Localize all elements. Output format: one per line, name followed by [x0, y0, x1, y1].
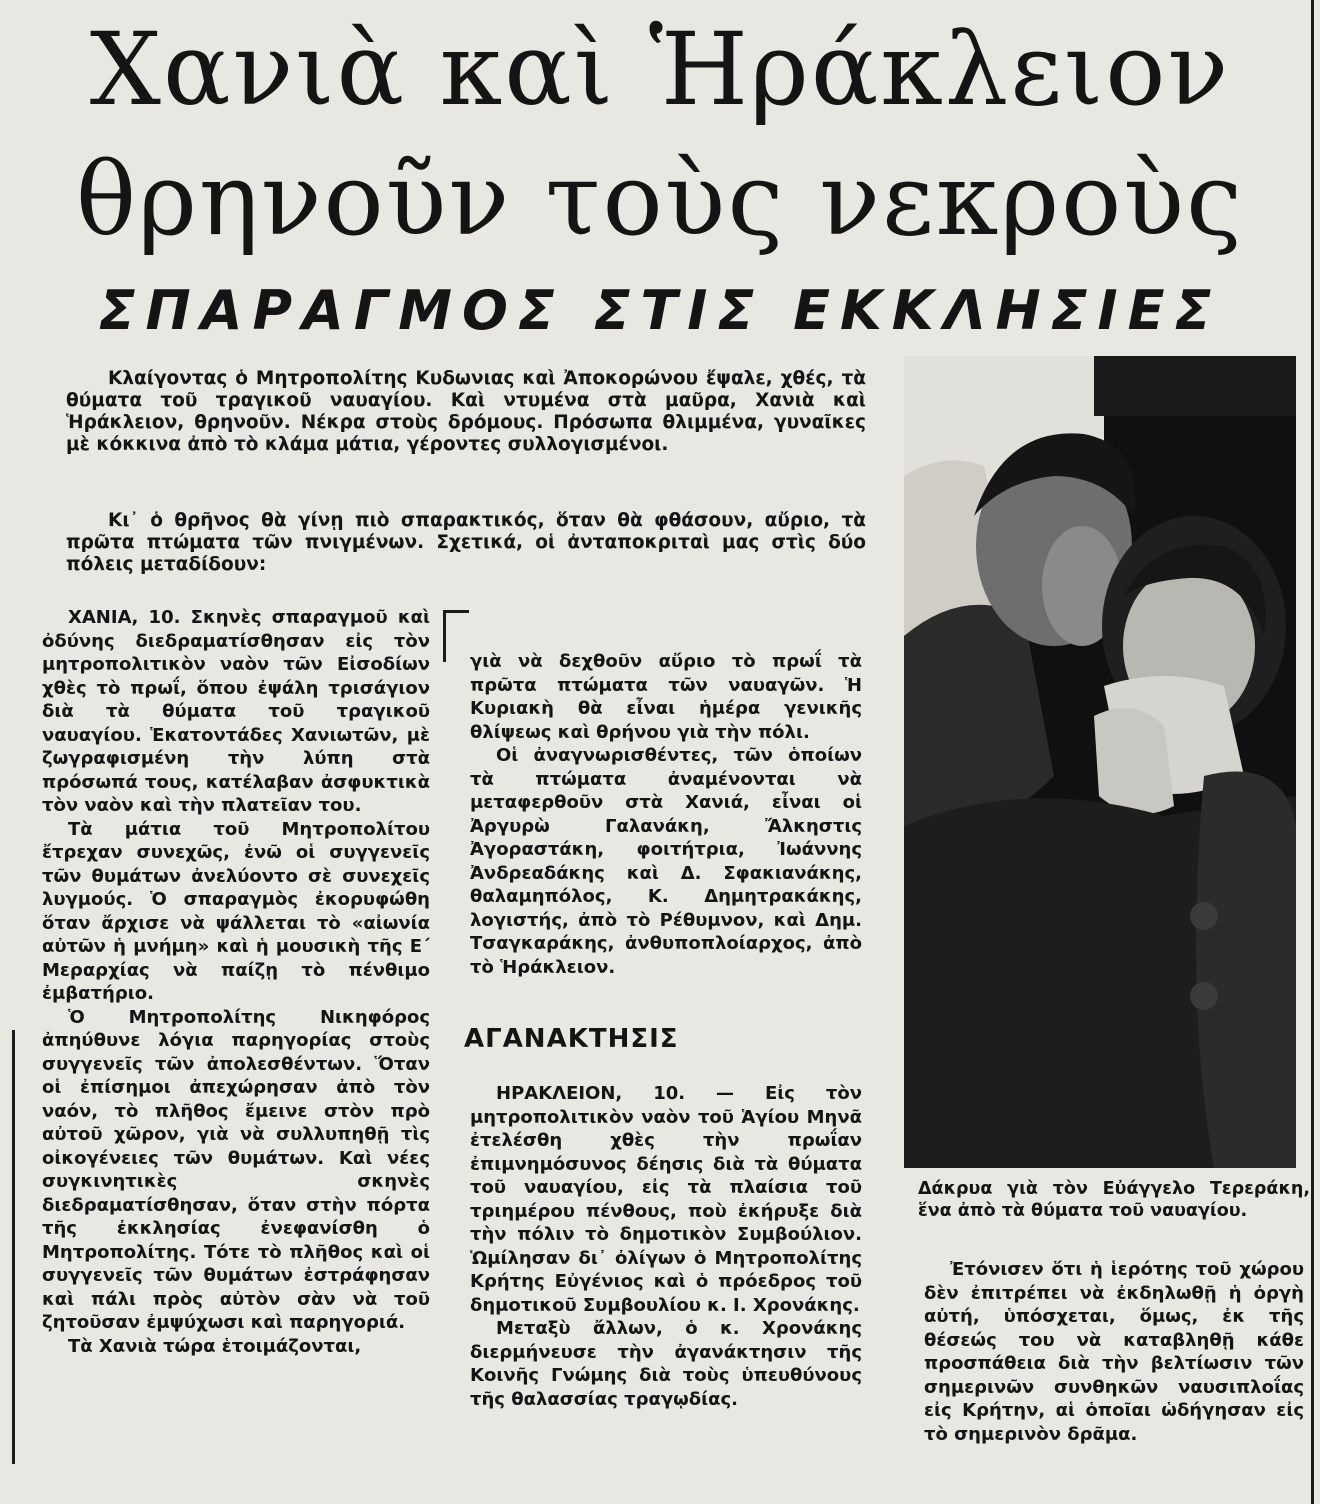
column-2-paragraph: γιὰ νὰ δεχθοῦν αὔριο τὸ πρωΐ τὰ πρῶτα πτώματα τῶν ναυαγῶν. Ἡ Κυριακὴ θὰ εἶναι ἡμέρα γενικῆς θλίψεως καὶ θρήνου γιὰ τὴν πόλι.: [470, 651, 862, 743]
column-rule-right: [1311, 0, 1314, 1504]
section-title: ΑΓΑΝΑΚΤΗΣΙΣ: [464, 1024, 679, 1054]
headline-line-2: θρηνοῦν τοὺς νεκροὺς: [75, 141, 1245, 258]
column-3-paragraph: Ἐτόνισεν ὅτι ἡ ἱερότης τοῦ χώρου δὲν ἐπιτρέπει νὰ ἐκδηλωθῇ ἡ ὀργὴ αὐτή, ὑπόσχεται, ὅμως, ἐκ τῆς θέσεώς του νὰ καταβληθῇ κάθε προσπάθεια διὰ τὴν βελτίωσιν τῶν σημερινῶν συνθηκῶν ναυσιπλοΐας εἰς Κρήτην, αἱ ὁποῖαι ὡδήγησαν εἰς τὸ σημερινὸν δρᾶμα.: [924, 1259, 1304, 1445]
article-column-2-bottom: [470, 1082, 862, 1411]
article-column-2-top: [470, 650, 862, 979]
column-2-paragraph: Μεταξὺ ἄλλων, ὁ κ. Χρονάκης διερμήνευσε τὴν ἀγανάκτησιν τῆς Κοινῆς Γνώμης διὰ τοὺς ὑπευθύνους τῆς θαλασσίας τραγῳδίας.: [470, 1318, 862, 1410]
subheadline: ΣΠΑΡΑΓΜΟΣ ΣΤΙΣ ΕΚΚΛΗΣΙΕΣ: [98, 279, 1222, 342]
article-column-3: [924, 1258, 1304, 1446]
column-1-paragraph: Τὰ Χανιὰ τώρα ἑτοιμάζονται,: [68, 1335, 362, 1357]
column-1-paragraph: Τὰ μάτια τοῦ Μητροπολίτου ἔτρεχαν συνεχῶς, ἐνῶ οἱ συγγενεῖς τῶν θυμάτων ἀνελύοντο σὲ συνεχεῖς λυγμούς. Ὁ σπαραγμὸς ἐκορυφώθη ὅταν ἄρχισε νὰ ψάλλεται τὸ «αἰωνία αὐτῶν ἡ μνήμη» καὶ ἡ μουσικὴ τῆς Ε΄ Μεραρχίας νὰ παίζῃ τὸ πένθιμο ἐμβατήριο.: [42, 818, 430, 1004]
column-rule-left: [12, 1030, 15, 1464]
corner-rule-vertical: [443, 610, 446, 662]
lead-paragraph-1: Κλαίγοντας ὁ Μητροπολίτης Κυδωνιας καὶ Ἀποκορώνου ἔψαλε, χθές, τὰ θύματα τοῦ τραγικοῦ ναυαγίου. Καὶ ντυμένα στὰ μαῦρα, Χανιὰ καὶ Ἡράκλειον, θρηνοῦν. Νέκρα στοὺς δρόμους. Πρόσωπα θλιμμένα, γυναῖκες μὲ κόκκινα ἀπὸ τὸ κλάμα μάτια, γέροντες συλλογισμένοι.: [66, 368, 866, 455]
column-1-paragraph: ΧΑΝΙΑ, 10. Σκηνὲς σπαραγμοῦ καὶ ὀδύνης διεδραματίσθησαν εἰς τὸν μητροπολιτικὸν ναὸν τῶν Εἰσοδίων χθὲς τὸ πρωΐ, ὅπου ἐψάλη τρισάγιον διὰ τὰ θύματα τοῦ τραγικοῦ ναυαγίου. Ἑκατοντάδες Χανιωτῶν, μὲ ζωγραφισμένη τὴν λύπη στὰ πρόσωπά τους, κατέλαβαν ἀσφυκτικὰ τὸν ναὸν καὶ τὴν πλατεῖαν του.: [42, 607, 430, 816]
headline-line-1: Χανιὰ καὶ Ἡράκλειον: [89, 11, 1231, 128]
corner-rule-horizontal: [443, 610, 469, 613]
column-2-paragraph: Οἱ ἀναγνωρισθέντες, τῶν ὁποίων τὰ πτώματα ἀναμένονται νὰ μεταφερθοῦν στὰ Χανιά, εἶναι οἱ Ἀργυρὼ Γαλανάκη, Ἄλκηστις Ἀγοραστάκη, φοιτήτρια, Ἰωάννης Ἀνδρεαδάκης καὶ Δ. Σφακιανάκης, θαλαμηπόλος, Κ. Δημητρακάκης, λογιστής, ἀπὸ τὸ Ρέθυμνον, καὶ Δημ. Τσαγκαράκης, ἀνθυποπλοίαρχος, ἀπὸ τὸ Ἡράκλειον.: [470, 745, 862, 978]
lead-paragraph-2: Κι᾿ ὁ θρῆνος θὰ γίνῃ πιὸ σπαρακτικός, ὅταν θὰ φθάσουν, αὔριο, τὰ πρῶτα πτώματα τῶν πνιγμένων. Σχετικά, οἱ ἀνταποκριταὶ μας στὶς δύο πόλεις μεταδίδουν:: [66, 510, 866, 575]
news-photo: [904, 356, 1296, 1168]
mourners-photo-illustration: [904, 356, 1296, 1168]
column-2-paragraph: ΗΡΑΚΛΕΙΟΝ, 10. — Εἰς τὸν μητροπολιτικὸν ναὸν τοῦ Ἁγίου Μηνᾶ ἐτελέσθη χθὲς τὴν πρωΐαν ἐπιμνημόσυνος δέησις διὰ τὰ θύματα τοῦ ναυαγίου, εἰς τὰ πλαίσια τοῦ τριημέρου πένθους, ποὺ ἐκήρυξε διὰ τὴν πόλιν τὸ δημοτικὸν Συμβούλιον. Ὡμίλησαν δι᾿ ὀλίγων ὁ Μητροπολίτης Κρήτης Εὐγένιος καὶ ὁ πρόεδρος τοῦ δημοτικοῦ Συμβουλίου κ. Ι. Χρονάκης.: [470, 1083, 862, 1316]
column-1-paragraph: Ὁ Μητροπολίτης Νικηφόρος ἀπηύθυνε λόγια παρηγορίας στοὺς συγγενεῖς τῶν ἀπολεσθέντων. Ὅταν οἱ ἐπίσημοι ἀπεχώρησαν ἀπὸ τὸν ναόν, τὸ πλῆθος ἔμεινε στὸν πρὸ αὐτοῦ χῶρον, γιὰ νὰ συλλυπηθῇ τὶς οἰκογένειες τῶν θυμάτων. Καὶ νέες συγκινητικὲς σκηνὲς διεδραματίσθησαν, ὅταν στὴν πόρτα τῆς ἐκκλησίας ἐνεφανίσθη ὁ Μητροπολίτης. Τότε τὸ πλῆθος καὶ οἱ συγγενεῖς τῶν θυμάτων ἐστράφησαν καὶ πάλι πρὸς αὐτὸν σὰν νὰ τοῦ ζητοῦσαν ἐμψύχωσι καὶ παρηγοριά.: [42, 1006, 430, 1333]
article-column-1: [42, 606, 430, 1358]
photo-caption: Δάκρυα γιὰ τὸν Εὐάγγελο Τερεράκη, ἕνα ἀπὸ τὰ θύματα τοῦ ναυαγίου.: [918, 1179, 1310, 1221]
